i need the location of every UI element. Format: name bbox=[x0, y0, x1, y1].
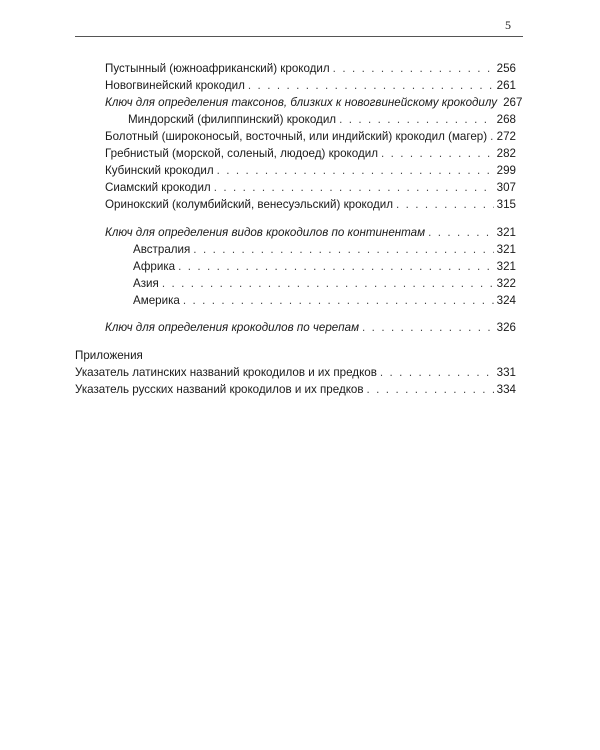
toc-entry-title: Миндорский (филиппинский) крокодил bbox=[128, 113, 337, 126]
toc-entry-page: 315 bbox=[496, 198, 516, 211]
toc-subentry bbox=[133, 258, 516, 275]
header-rule bbox=[75, 36, 523, 37]
toc-entry-page: 299 bbox=[496, 164, 516, 177]
toc-entry-title: Кубинский крокодил bbox=[105, 164, 214, 177]
dot-leader bbox=[381, 145, 494, 162]
toc-entry-page: 321 bbox=[496, 243, 516, 256]
toc-entry-title: Африка bbox=[133, 260, 176, 273]
dot-leader bbox=[248, 77, 494, 94]
toc-entry-key bbox=[105, 319, 516, 336]
toc-entry-page: 261 bbox=[496, 79, 516, 92]
toc-subentry bbox=[133, 292, 516, 309]
toc-entry-key bbox=[105, 94, 523, 111]
toc-entry-title: Болотный (широконосый, восточный, или индийский) крокодил (магер) bbox=[105, 130, 488, 143]
toc-entry-page: 322 bbox=[496, 277, 516, 290]
toc-entry bbox=[105, 179, 516, 196]
toc-subentry bbox=[133, 241, 516, 258]
toc-entry-page: 324 bbox=[496, 294, 516, 307]
toc-entry-title: Америка bbox=[133, 294, 180, 307]
toc-entry bbox=[105, 128, 516, 145]
toc-entry-title: Австралия bbox=[133, 243, 191, 256]
toc-entry-title: Гребнистый (морской, соленый, людоед) крокодил bbox=[105, 147, 378, 160]
dot-leader bbox=[193, 241, 493, 258]
toc-entry-page: 307 bbox=[496, 181, 516, 194]
toc-entry-title: Ключ для определения видов крокодилов по континентам bbox=[105, 226, 426, 239]
dot-leader bbox=[214, 179, 494, 196]
toc-entry-title: Ключ для определения крокодилов по черепам bbox=[105, 321, 360, 334]
toc-entry-page: 326 bbox=[496, 321, 516, 334]
dot-leader bbox=[362, 319, 494, 336]
toc-entry bbox=[105, 77, 516, 94]
toc-entry-page: 321 bbox=[496, 226, 516, 239]
toc-entry-title: Сиамский крокодил bbox=[105, 181, 211, 194]
toc-entry bbox=[105, 196, 516, 213]
toc-entry-key bbox=[105, 224, 516, 241]
toc-entry-page: 282 bbox=[496, 147, 516, 160]
toc-entry-page: 267 bbox=[503, 96, 523, 109]
toc-entry bbox=[128, 111, 516, 128]
toc-entry bbox=[105, 162, 516, 179]
toc-entry-title: Оринокский (колумбийский, венесуэльский) крокодил bbox=[105, 198, 393, 211]
dot-leader bbox=[367, 381, 494, 398]
toc-entry bbox=[105, 145, 516, 162]
toc-entry bbox=[75, 364, 516, 381]
toc-entry-page: 268 bbox=[496, 113, 516, 126]
toc-entry-page: 321 bbox=[496, 260, 516, 273]
page-number: 5 bbox=[505, 18, 511, 32]
dot-leader bbox=[217, 162, 494, 179]
appendix-heading: Приложения bbox=[75, 349, 143, 362]
toc-entry-title: Азия bbox=[133, 277, 159, 290]
dot-leader bbox=[178, 258, 494, 275]
toc-entry bbox=[105, 60, 516, 77]
toc-entry-title: Ключ для определения таксонов, близких к новогвинейскому крокодилу bbox=[105, 96, 498, 109]
toc-entry-title: Указатель русских названий крокодилов и их предков bbox=[75, 383, 364, 396]
toc-entry-page: 272 bbox=[496, 130, 516, 143]
toc-entry-title: Новогвинейский крокодил bbox=[105, 79, 245, 92]
toc-subentry bbox=[133, 275, 516, 292]
dot-leader bbox=[339, 111, 494, 128]
toc-entry-page: 334 bbox=[496, 383, 516, 396]
dot-leader bbox=[162, 275, 494, 292]
toc-entry-page: 331 bbox=[496, 366, 516, 379]
dot-leader bbox=[380, 364, 494, 381]
dot-leader bbox=[333, 60, 494, 77]
toc-entry-title: Указатель латинских названий крокодилов и их предков bbox=[75, 366, 377, 379]
dot-leader bbox=[428, 224, 494, 241]
toc-entry-page: 256 bbox=[496, 62, 516, 75]
dot-leader bbox=[396, 196, 494, 213]
toc-entry-title: Пустынный (южноафриканский) крокодил bbox=[105, 62, 330, 75]
toc-entry bbox=[75, 381, 516, 398]
dot-leader bbox=[183, 292, 494, 309]
dot-leader bbox=[490, 128, 494, 145]
